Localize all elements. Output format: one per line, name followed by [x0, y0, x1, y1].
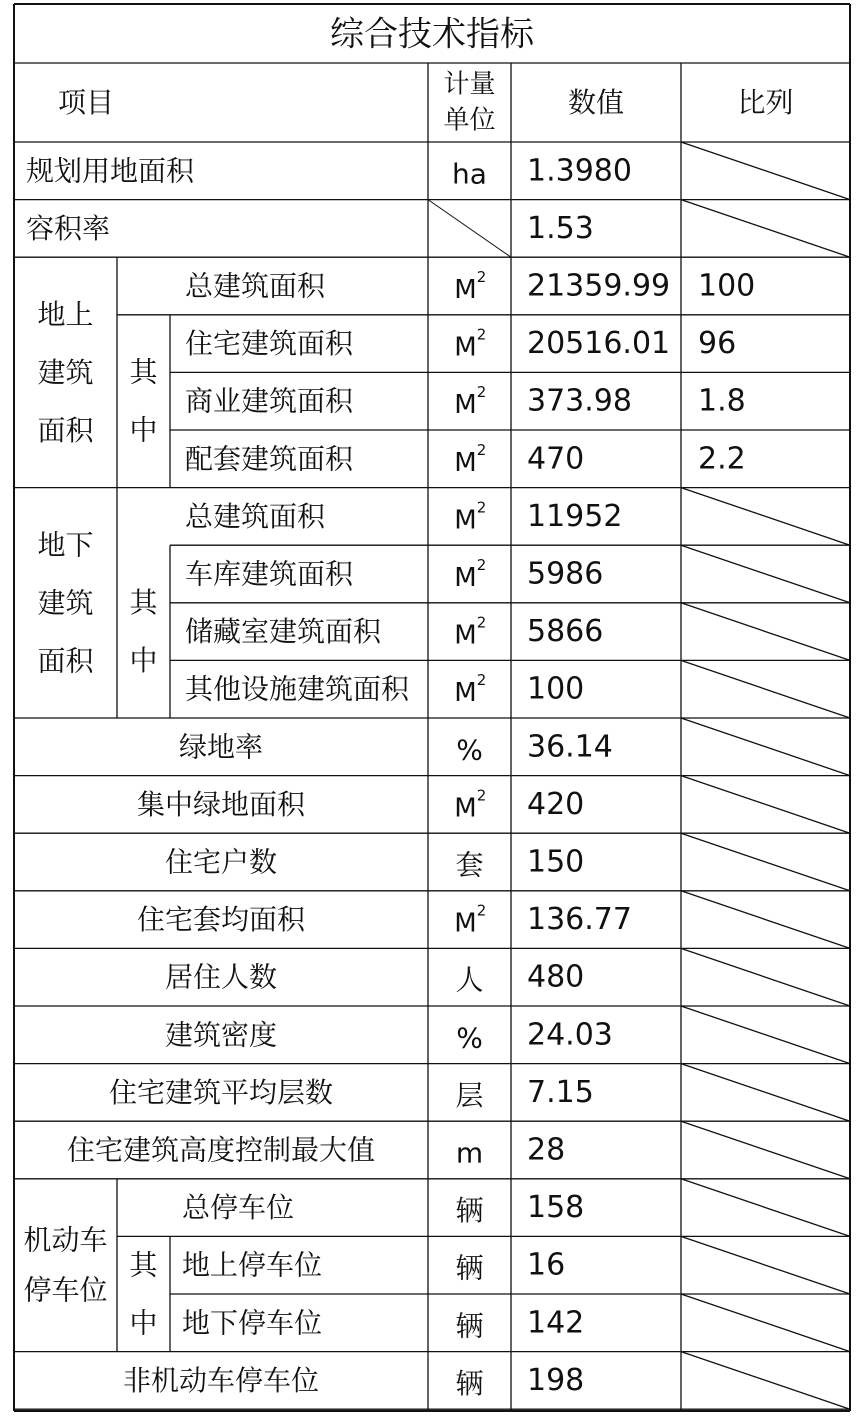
row-ratio: 96 — [698, 326, 737, 362]
unit-m2-superscript: 2 — [476, 383, 487, 402]
row-label: 车库建筑面积 — [185, 557, 354, 591]
row-unit: 人 — [455, 963, 484, 997]
row-label: 住宅建筑高度控制最大值 — [66, 1133, 376, 1167]
row-unit: 辆 — [455, 1194, 484, 1228]
row-label: 总建筑面积 — [185, 269, 326, 303]
group-label: 建筑 — [37, 586, 94, 620]
row-label: 地上停车位 — [182, 1248, 323, 1282]
group-label: 面积 — [37, 413, 94, 447]
row-label: 绿地率 — [178, 730, 264, 764]
unit-m2: M — [454, 620, 477, 651]
unit-m2: M — [454, 390, 477, 421]
row-unit: 层 — [455, 1078, 484, 1112]
header-item: 项目 — [58, 86, 115, 119]
row-value: 373.98 — [527, 383, 632, 419]
unit-m2: M — [454, 793, 477, 824]
row-label: 配套建筑面积 — [185, 442, 354, 476]
row-ratio: 100 — [698, 268, 756, 304]
row-label: 地下停车位 — [182, 1306, 323, 1340]
row-value: 420 — [527, 786, 585, 822]
group-label: 中 — [129, 1306, 158, 1340]
row-unit: m — [455, 1136, 484, 1170]
group-label: 停车位 — [23, 1273, 108, 1307]
row-label: 住宅建筑面积 — [185, 327, 354, 361]
row-label: 建筑密度 — [164, 1018, 278, 1052]
group-label: 面积 — [37, 644, 94, 678]
unit-m2-superscript: 2 — [476, 901, 487, 920]
unit-m2: M — [454, 563, 477, 593]
row-unit: 辆 — [455, 1366, 484, 1400]
row-value: 36.14 — [527, 729, 613, 765]
row-label: 住宅建筑平均层数 — [108, 1075, 334, 1109]
row-value: 5866 — [527, 614, 604, 650]
unit-m2-superscript: 2 — [476, 671, 487, 690]
group-label: 机动车 — [23, 1223, 108, 1257]
row-label: 居住人数 — [164, 960, 278, 994]
row-value: 142 — [527, 1305, 585, 1341]
row-unit: 套 — [455, 848, 484, 882]
unit-m2-superscript: 2 — [476, 613, 487, 632]
header-value: 数值 — [567, 86, 625, 119]
row-ratio: 2.2 — [698, 441, 746, 477]
row-unit: % — [456, 1021, 483, 1055]
row-value: 150 — [527, 844, 585, 880]
row-value: 136.77 — [527, 902, 632, 938]
unit-m2-superscript: 2 — [476, 268, 487, 286]
unit-m2: M — [454, 678, 477, 709]
group-label: 中 — [129, 413, 158, 447]
row-label: 非机动车停车位 — [122, 1363, 320, 1397]
row-value: 158 — [527, 1190, 585, 1226]
group-label: 其 — [129, 355, 158, 389]
group-label: 建筑 — [37, 355, 94, 389]
unit-m2-superscript: 2 — [476, 786, 487, 805]
row-label: 集中绿地面积 — [136, 787, 306, 821]
row-value: 24.03 — [527, 1017, 613, 1053]
row-value: 1.3980 — [527, 153, 632, 189]
row-label: 储藏室建筑面积 — [185, 615, 382, 649]
row-value: 20516.01 — [527, 326, 671, 362]
unit-m2-superscript: 2 — [476, 325, 487, 344]
row-label: 容积率 — [26, 211, 111, 245]
group-label: 其 — [129, 586, 158, 620]
row-label: 住宅套均面积 — [136, 903, 306, 937]
row-unit: % — [456, 733, 483, 767]
header-unit-line2: 单位 — [443, 105, 496, 136]
group-label: 地下 — [37, 528, 94, 562]
unit-m2: M — [454, 505, 477, 536]
row-label: 其他设施建筑面积 — [185, 672, 410, 706]
row-value: 470 — [527, 441, 585, 477]
row-label: 住宅户数 — [164, 845, 278, 879]
row-value: 7.15 — [527, 1074, 594, 1110]
unit-m2-superscript: 2 — [476, 498, 487, 517]
row-value: 480 — [527, 959, 585, 995]
row-value: 16 — [527, 1247, 566, 1283]
unit-m2-superscript: 2 — [476, 440, 487, 459]
group-label: 其 — [129, 1248, 158, 1282]
row-value: 11952 — [527, 498, 623, 534]
unit-m2: M — [454, 908, 477, 939]
row-label: 总停车位 — [182, 1191, 295, 1225]
row-value: 28 — [527, 1132, 566, 1168]
row-unit: 辆 — [455, 1309, 484, 1343]
row-value: 5986 — [527, 556, 604, 592]
row-ratio: 1.8 — [698, 383, 746, 419]
unit-m2: M — [454, 447, 477, 478]
table-title: 综合技术指标 — [330, 14, 534, 55]
header-ratio: 比列 — [737, 86, 794, 119]
row-label: 商业建筑面积 — [185, 384, 354, 418]
unit-m2-superscript: 2 — [476, 556, 487, 574]
row-value: 1.53 — [527, 210, 594, 246]
group-label: 地上 — [37, 297, 94, 331]
group-label: 中 — [129, 644, 158, 678]
row-value: 21359.99 — [527, 268, 671, 304]
row-label: 总建筑面积 — [185, 499, 326, 533]
row-value: 100 — [527, 671, 585, 707]
row-label: 规划用地面积 — [26, 154, 195, 188]
row-unit: 辆 — [455, 1251, 484, 1285]
unit-m2: M — [454, 332, 477, 363]
row-value: 198 — [527, 1362, 585, 1398]
row-unit: ha — [452, 157, 487, 191]
unit-m2: M — [454, 275, 477, 305]
header-unit-line1: 计量 — [443, 69, 496, 100]
